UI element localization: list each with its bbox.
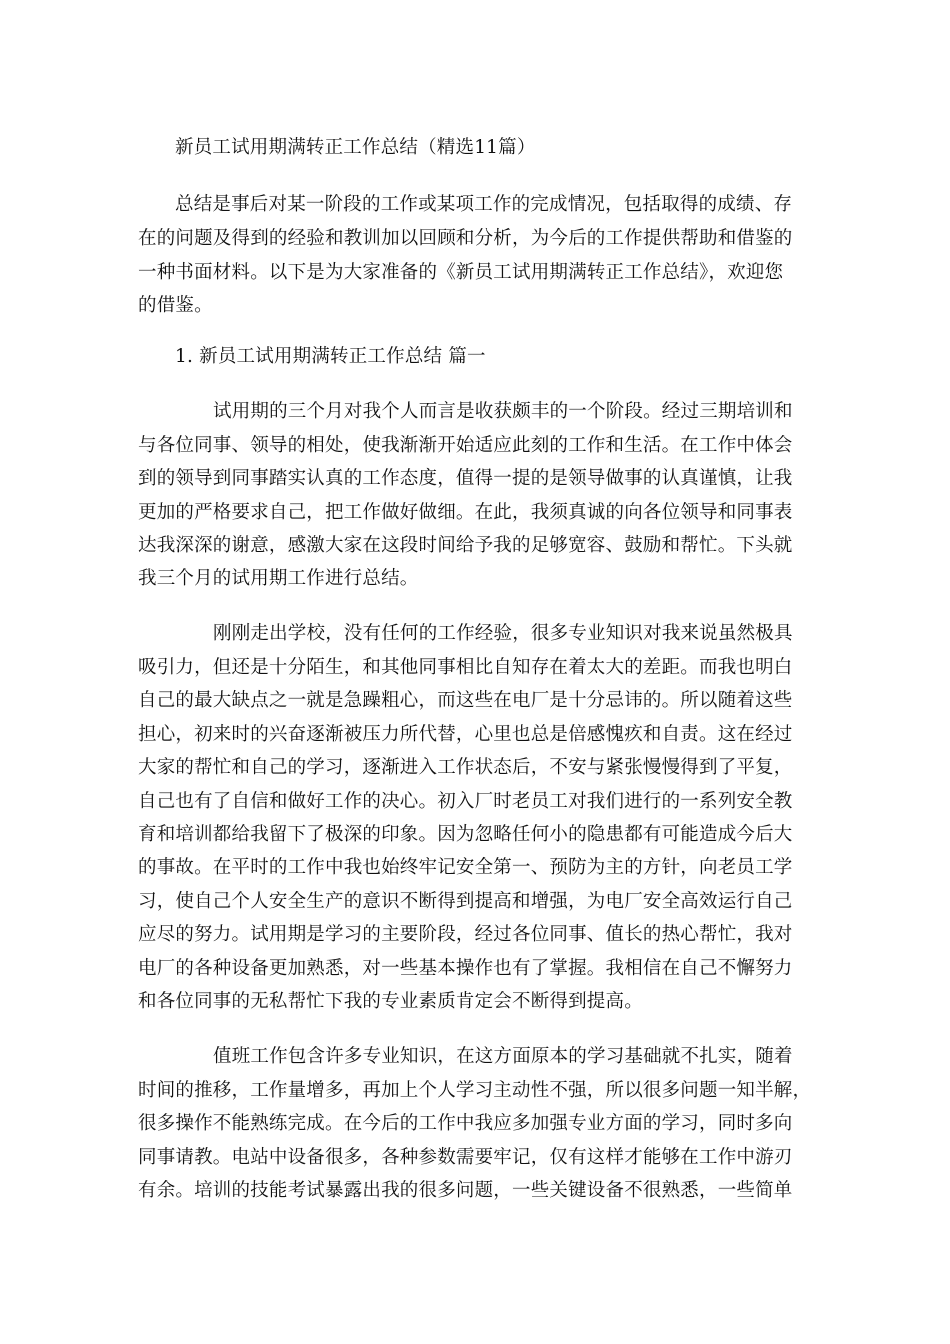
text-line: 自己的最大缺点之一就是急躁粗心，而这些在电厂是十分忌讳的。所以随着这些 bbox=[138, 690, 793, 711]
text-line: 到的领导到同事踏实认真的工作态度，值得一提的是领导做事的认真谨慎，让我 bbox=[138, 468, 793, 489]
text-line: 达我深深的谢意，感激大家在这段时间给予我的足够宽容、鼓励和帮忙。下头就 bbox=[138, 535, 793, 556]
text-line: 和各位同事的无私帮忙下我的专业素质肯定会不断得到提高。 bbox=[138, 991, 643, 1012]
text-line: 电厂的各种设备更加熟悉，对一些基本操作也有了掌握。我相信在自己不懈努力 bbox=[138, 958, 793, 979]
text-line: 试用期的三个月对我个人而言是收获颇丰的一个阶段。经过三期培训和 bbox=[213, 401, 793, 422]
text-line: 同事请教。电站中设备很多，各种参数需要牢记，仅有这样才能够在工作中游刃 bbox=[138, 1147, 793, 1168]
text-line: 自己也有了自信和做好工作的决心。初入厂时老员工对我们进行的一系列安全教 bbox=[138, 791, 793, 812]
text-line: 担心，初来时的兴奋逐渐被压力所代替，心里也总是倍感愧疚和自责。这在经过 bbox=[138, 724, 793, 745]
text-line: 有余。培训的技能考试暴露出我的很多问题，一些关键设备不很熟悉，一些简单 bbox=[138, 1180, 793, 1201]
document-title: 新员工试用期满转正工作总结（精选11篇） bbox=[175, 137, 536, 158]
text-line: 更加的严格要求自己，把工作做好做细。在此，我须真诚的向各位领导和同事表 bbox=[138, 502, 793, 523]
text-line: 与各位同事、领导的相处，使我渐渐开始适应此刻的工作和生活。在工作中体会 bbox=[138, 435, 793, 456]
section-heading: 1. 新员工试用期满转正工作总结 篇一 bbox=[175, 346, 486, 367]
text-line: 我三个月的试用期工作进行总结。 bbox=[138, 568, 419, 589]
text-line: 在的问题及得到的经验和教训加以回顾和分析，为今后的工作提供帮助和借鉴的 bbox=[138, 228, 793, 249]
text-line: 育和培训都给我留下了极深的印象。因为忽略任何小的隐患都有可能造成今后大 bbox=[138, 824, 793, 845]
text-line: 刚刚走出学校，没有任何的工作经验，很多专业知识对我来说虽然极具 bbox=[213, 623, 793, 644]
text-line: 很多操作不能熟练完成。在今后的工作中我应多加强专业方面的学习，同时多向 bbox=[138, 1113, 793, 1134]
text-line: 值班工作包含许多专业知识，在这方面原本的学习基础就不扎实，随着 bbox=[213, 1046, 793, 1067]
text-line: 的借鉴。 bbox=[138, 295, 213, 316]
text-line: 习，使自己个人安全生产的意识不断得到提高和增强，为电厂安全高效运行自己 bbox=[138, 891, 793, 912]
text-line: 时间的推移，工作量增多，再加上个人学习主动性不强，所以很多问题一知半解， bbox=[138, 1080, 812, 1101]
text-line: 大家的帮忙和自己的学习，逐渐进入工作状态后，不安与紧张慢慢得到了平复， bbox=[138, 757, 793, 778]
text-line: 应尽的努力。试用期是学习的主要阶段，经过各位同事、值长的热心帮忙，我对 bbox=[138, 924, 793, 945]
text-line: 的事故。在平时的工作中我也始终牢记安全第一、预防为主的方针，向老员工学 bbox=[138, 857, 793, 878]
text-line: 吸引力，但还是十分陌生，和其他同事相比自知存在着太大的差距。而我也明白 bbox=[138, 657, 793, 678]
text-line: 一种书面材料。以下是为大家准备的《新员工试用期满转正工作总结》，欢迎您 bbox=[138, 262, 784, 283]
text-line: 总结是事后对某一阶段的工作或某项工作的完成情况，包括取得的成绩、存 bbox=[175, 194, 793, 215]
